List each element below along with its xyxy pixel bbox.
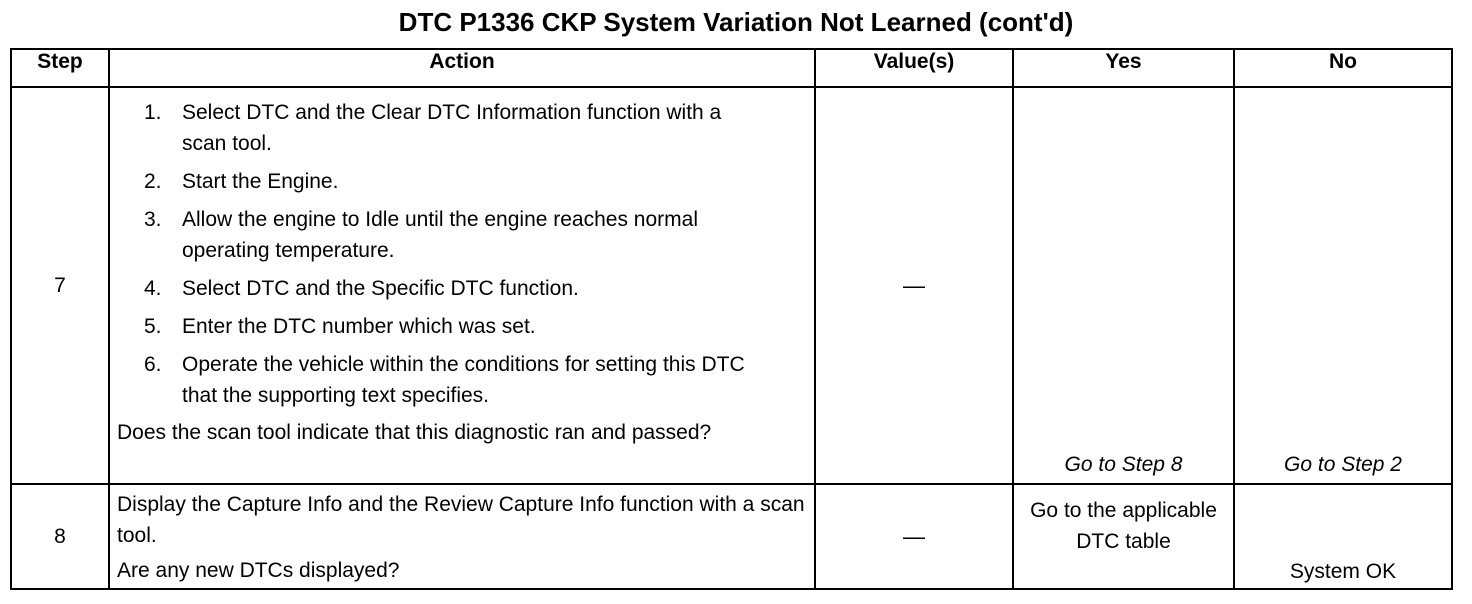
item-number: 6. bbox=[144, 353, 162, 376]
header-no: No bbox=[1234, 49, 1452, 87]
item-text: Enter the DTC number which was set. bbox=[182, 315, 536, 338]
action-cell bbox=[109, 484, 815, 589]
action-question: Does the scan tool indicate that this diagnostic ran and passed? bbox=[117, 421, 712, 444]
item-number: 2. bbox=[144, 170, 162, 193]
item-text: Select DTC and the Specific DTC function. bbox=[182, 277, 579, 300]
value-cell: — bbox=[815, 484, 1013, 589]
step-number: 7 bbox=[11, 87, 109, 484]
no-goto-link[interactable]: Go to Step 2 bbox=[1284, 453, 1402, 476]
no-result: System OK bbox=[1289, 560, 1397, 583]
table-row bbox=[11, 87, 1452, 484]
action-cell bbox=[109, 87, 815, 484]
table-row bbox=[11, 484, 1452, 589]
list-item bbox=[110, 204, 762, 266]
header-row bbox=[11, 49, 1452, 87]
yes-cell bbox=[1013, 87, 1234, 484]
item-number: 3. bbox=[144, 208, 162, 231]
header-action: Action bbox=[109, 49, 815, 87]
list-item bbox=[110, 349, 762, 411]
item-text: Allow the engine to Idle until the engine reaches normal operating temperature. bbox=[182, 208, 698, 262]
step-number: 8 bbox=[11, 484, 109, 589]
item-text: Start the Engine. bbox=[182, 170, 339, 193]
header-yes: Yes bbox=[1013, 49, 1234, 87]
item-text: Operate the vehicle within the conditions for setting this DTC that the supporting text specifies. bbox=[182, 353, 745, 407]
item-number: 1. bbox=[144, 101, 162, 124]
action-question: Are any new DTCs displayed? bbox=[117, 559, 400, 582]
item-number: 5. bbox=[144, 315, 162, 338]
action-steps-list bbox=[110, 97, 814, 411]
item-number: 4. bbox=[144, 277, 162, 300]
yes-result: Go to the applicable DTC table bbox=[1030, 499, 1217, 553]
list-item bbox=[110, 311, 762, 342]
yes-goto-link[interactable]: Go to Step 8 bbox=[1064, 453, 1183, 476]
item-text: Select DTC and the Clear DTC Information function with a scan tool. bbox=[182, 101, 722, 155]
dtc-table bbox=[10, 48, 1453, 590]
yes-cell bbox=[1013, 484, 1234, 589]
list-item bbox=[110, 166, 762, 197]
no-cell bbox=[1234, 87, 1452, 484]
page-title: DTC P1336 CKP System Variation Not Learned (cont'd) bbox=[398, 7, 1074, 37]
value-cell: — bbox=[815, 87, 1013, 484]
header-step: Step bbox=[11, 49, 109, 87]
list-item bbox=[110, 97, 762, 159]
list-item bbox=[110, 273, 762, 304]
header-values: Value(s) bbox=[815, 49, 1013, 87]
action-text: Display the Capture Info and the Review Capture Info function with a scan tool. bbox=[117, 493, 805, 547]
no-cell bbox=[1234, 484, 1452, 589]
